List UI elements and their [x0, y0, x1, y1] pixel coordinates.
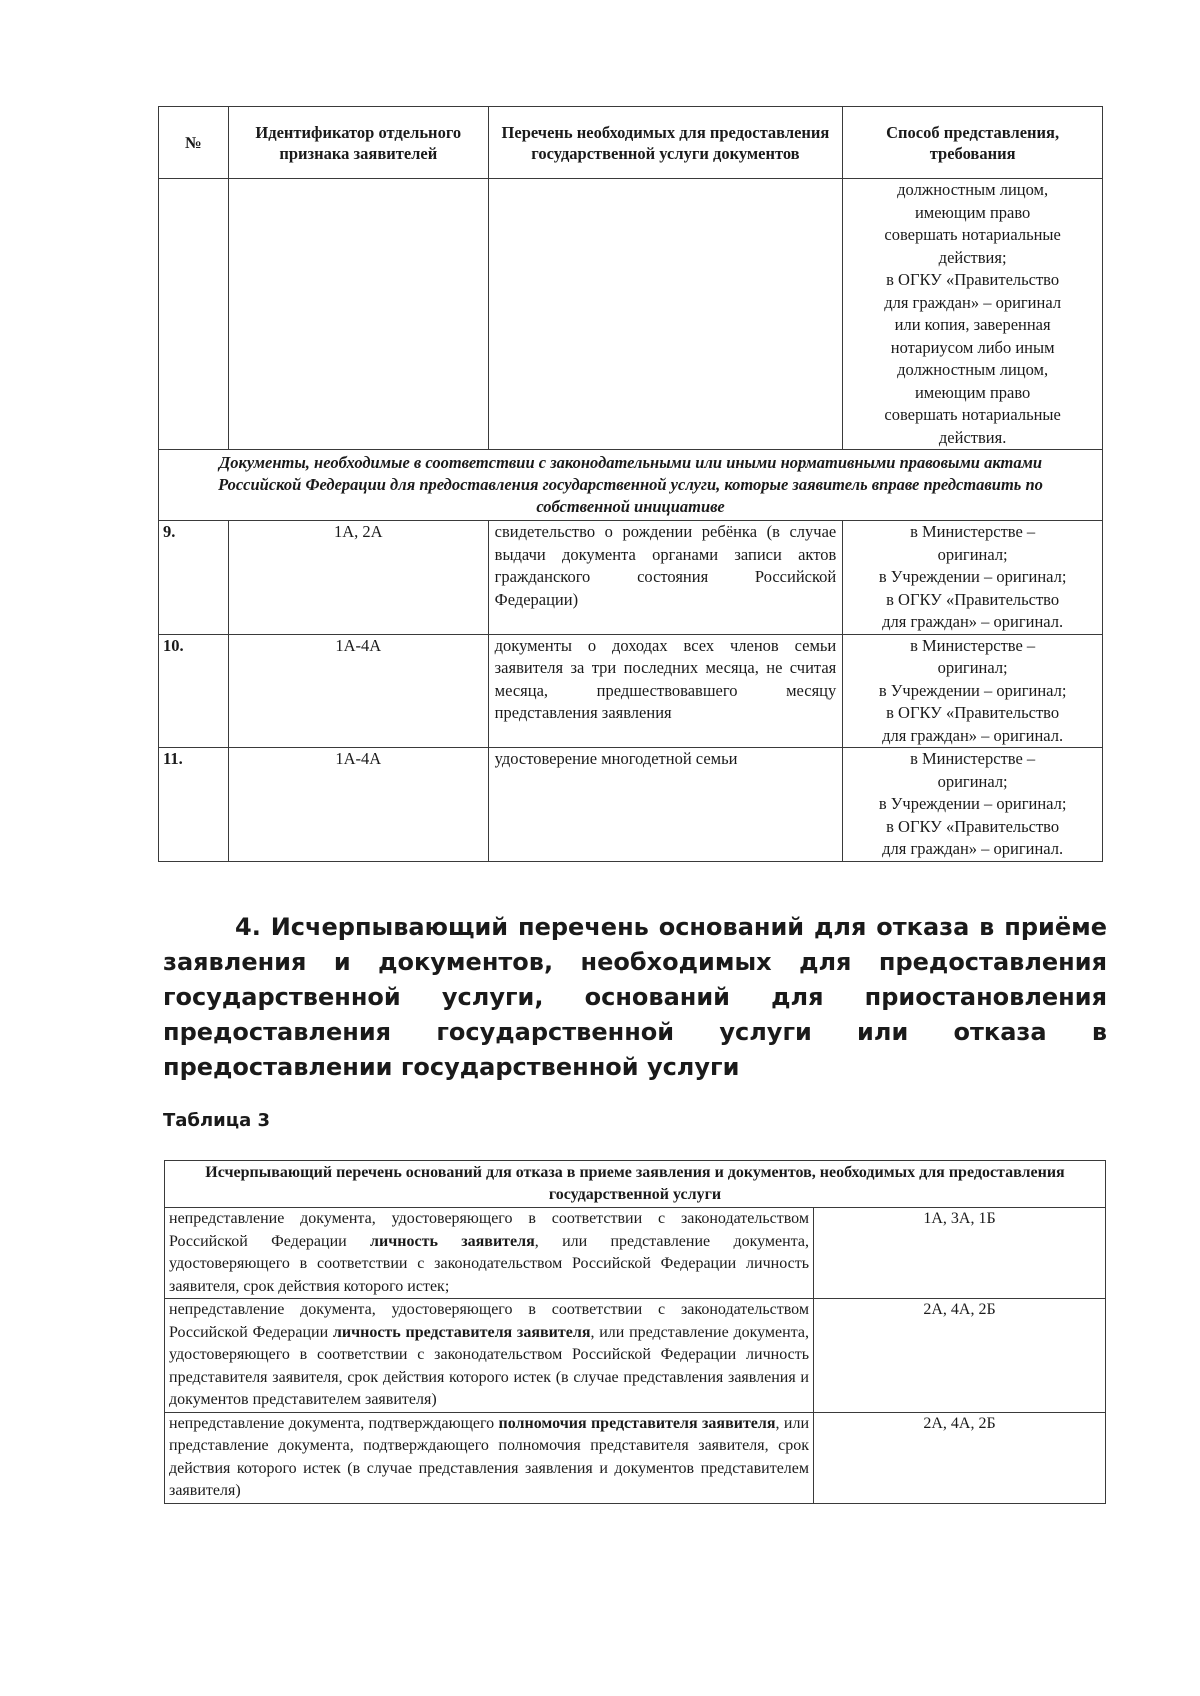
row-method: в Министерстве – оригинал; в Учреждении – оригинал; в ОГКУ «Правительство для граждан» – оригинал. — [843, 521, 1103, 635]
row-document: удостоверение многодетной семьи — [488, 748, 843, 862]
section-heading: 4. Исчерпывающий перечень оснований для отказа в приёме заявления и документов, необходимых для предоставления государственной услуги, оснований для приостановления предоставления государственной услуги или отказа в предоставлении государственной услуги — [163, 913, 1107, 1081]
row-identifier: 1А, 2А — [228, 521, 488, 635]
refusal-reason: непредставление документа, удостоверяющего в соответствии с законодательством Российской Федерации личность представителя заявителя, или представление документа, удостоверяющего в соответствии с законодательством Российской Федерации личность представителя заявителя, срок действия которого истек (в случае представления заявления и документов представителем заявителя) — [165, 1299, 814, 1413]
table-row — [159, 521, 1103, 635]
header-documents: Перечень необходимых для предоставления государственной услуги документов — [488, 107, 843, 179]
section-title: Документы, необходимые в соответствии с законодательными или иными нормативными правовыми актами Российской Федерации для предоставления государственной услуги, которые заявитель вправе представить по собственной инициативе — [159, 450, 1103, 521]
header-num: № — [159, 107, 229, 179]
table-header-row — [165, 1161, 1106, 1208]
refusal-reason: непредставление документа, подтверждающего полномочия представителя заявителя, или представление документа, подтверждающего полномочия представителя заявителя, срок действия которого истек (в случае представления заявления и документов представителем заявителя) — [165, 1412, 814, 1503]
table-row — [165, 1208, 1106, 1299]
row-document: свидетельство о рождении ребёнка (в случае выдачи документа органами записи актов гражданского состояния Российской Федерации) — [488, 521, 843, 635]
row-method: в Министерстве – оригинал; в Учреждении – оригинал; в ОГКУ «Правительство для граждан» – оригинал. — [843, 634, 1103, 748]
documents-table — [158, 106, 1103, 862]
row-method: в Министерстве – оригинал; в Учреждении – оригинал; в ОГКУ «Правительство для граждан» – оригинал. — [843, 748, 1103, 862]
row-document: документы о доходах всех членов семьи заявителя за три последних месяца, не считая месяца, предшествовавшего месяцу представления заявления — [488, 634, 843, 748]
table-row — [165, 1412, 1106, 1503]
refusal-table-header: Исчерпывающий перечень оснований для отказа в приеме заявления и документов, необходимых для предоставления государственной услуги — [165, 1161, 1106, 1208]
row-identifier: 1А-4А — [228, 748, 488, 862]
header-identifier: Идентификатор отдельного признака заявителей — [228, 107, 488, 179]
applicant-codes: 2А, 4А, 2Б — [814, 1299, 1106, 1413]
applicant-codes: 2А, 4А, 2Б — [814, 1412, 1106, 1503]
applicant-codes: 1А, 3А, 1Б — [814, 1208, 1106, 1299]
method-cell: должностным лицом, имеющим право совершать нотариальные действия; в ОГКУ «Правительство для граждан» – оригинал или копия, заверенная нотариусом либо иным должностным лицом, имеющим право совершать нотариальные действия. — [843, 179, 1103, 450]
table-row-continued — [159, 179, 1103, 450]
table-row — [159, 748, 1103, 862]
table-caption: Таблица 3 — [163, 1110, 271, 1131]
row-num: 10. — [159, 634, 229, 748]
refusal-reason: непредставление документа, удостоверяющего в соответствии с законодательством Российской Федерации личность заявителя, или представление документа, удостоверяющего в соответствии с законодательством Российской Федерации личность заявителя, срок действия которого истек; — [165, 1208, 814, 1299]
row-identifier: 1А-4А — [228, 634, 488, 748]
section-row — [159, 450, 1103, 521]
table-row — [165, 1299, 1106, 1413]
table-header-row — [159, 107, 1103, 179]
table-row — [159, 634, 1103, 748]
refusal-grounds-table — [164, 1160, 1106, 1504]
row-num: 11. — [159, 748, 229, 862]
header-method: Способ представления, требования — [843, 107, 1103, 179]
row-num: 9. — [159, 521, 229, 635]
